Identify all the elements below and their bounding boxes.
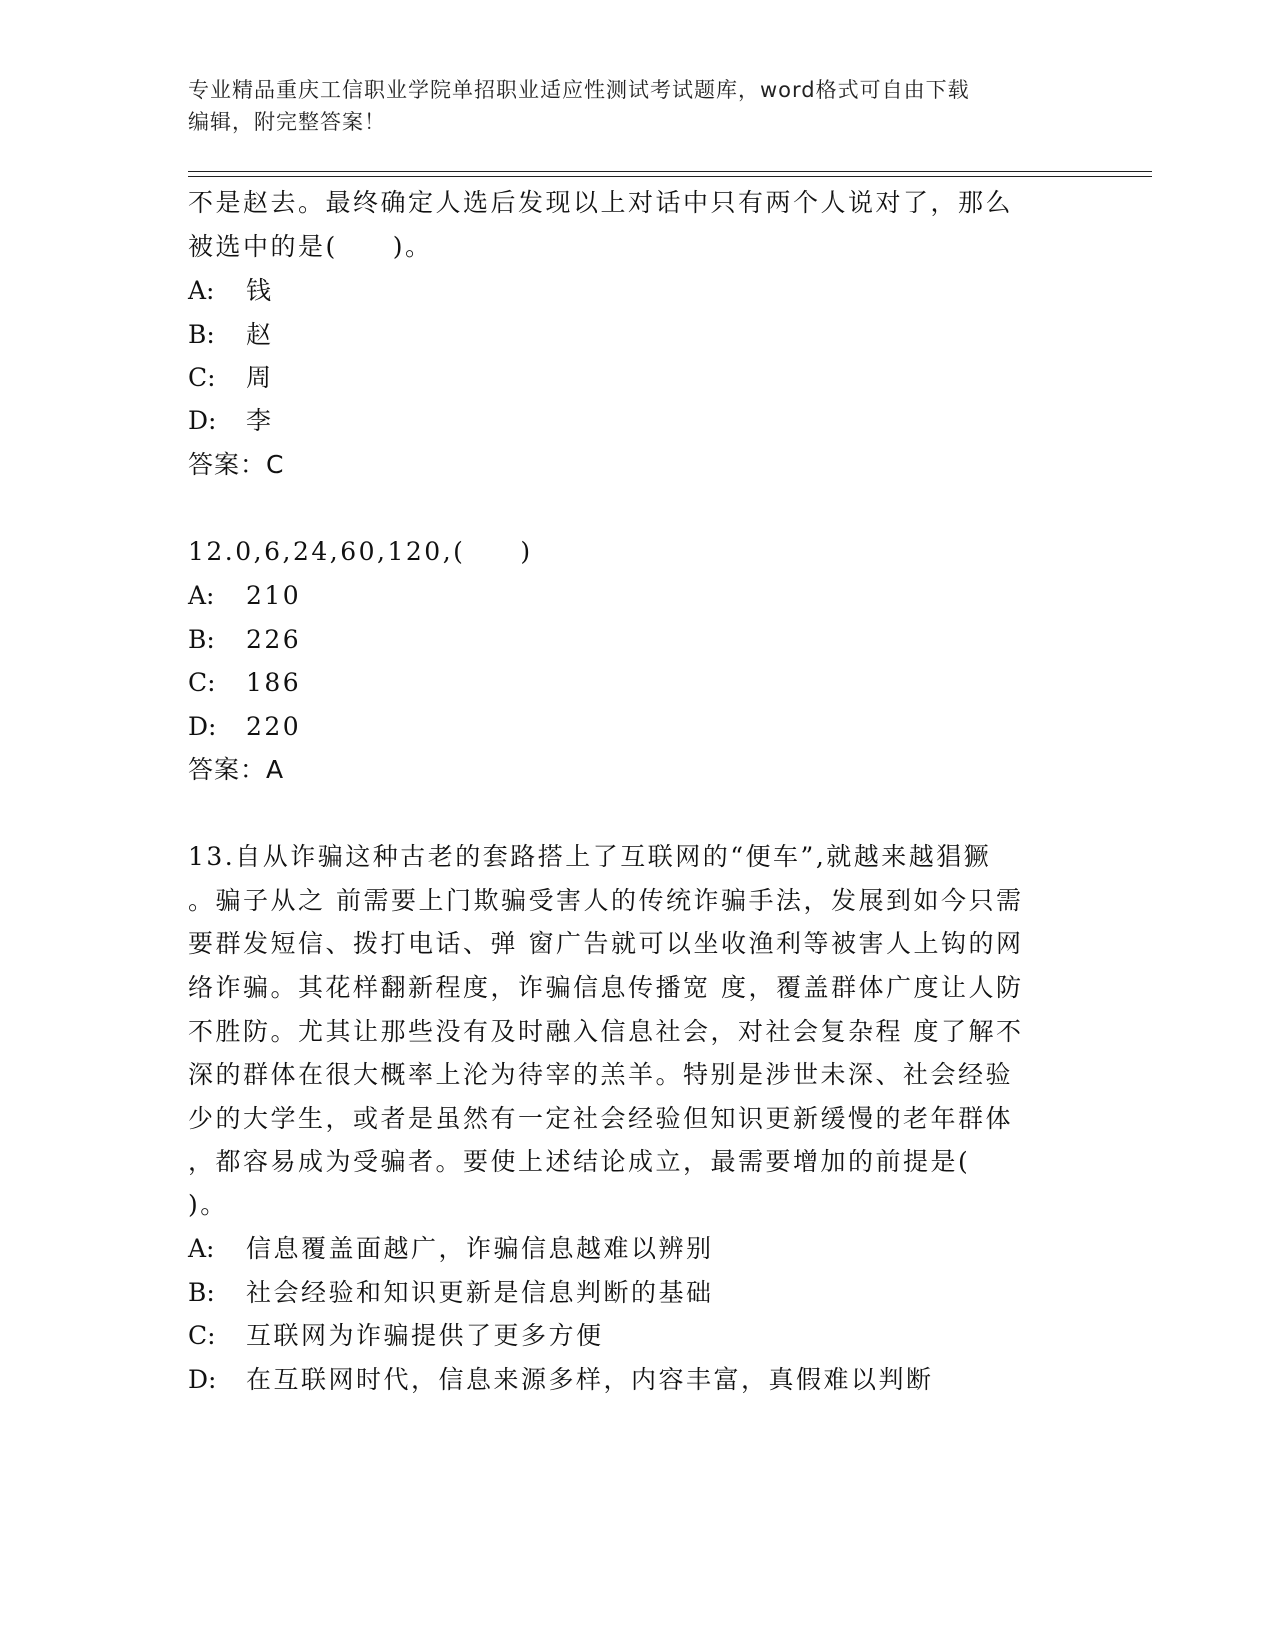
option-text: 210 [246,581,302,610]
question-text-line: 要群发短信、拨打电话、弹 窗广告就可以坐收渔利等被害人上钩的网 [188,929,1024,958]
option-text: 李 [246,406,274,435]
option-d [188,1365,934,1395]
page-header [188,74,1068,138]
option-text: 226 [246,625,302,654]
question-text-line: 不胜防。尤其让那些没有及时融入信息社会，对社会复杂程 度了解不 [188,1017,1024,1046]
header-rule-top [188,171,1152,172]
option-letter: B: [188,625,215,654]
option-letter: C: [188,668,216,697]
question-text-line: 深的群体在很大概率上沦为待宰的羔羊。特别是涉世未深、社会经验 [188,1060,1014,1089]
option-d [188,406,274,436]
option-c [188,363,274,393]
option-letter: D: [188,1365,217,1394]
answer: 答案：C [188,450,285,479]
option-text: 互联网为诈骗提供了更多方便 [246,1321,604,1350]
option-b [188,625,301,655]
option-text: 186 [246,668,302,697]
question-text-line: 被选中的是( )。 [188,232,433,261]
option-text: 在互联网时代，信息来源多样，内容丰富，真假难以判断 [246,1365,934,1394]
option-text: 赵 [246,320,274,349]
option-letter: D: [188,712,217,741]
question-text-line: 不是赵去。最终确定人选后发现以上对话中只有两个人说对了，那么 [188,188,1014,217]
option-d [188,712,301,742]
option-a [188,581,301,611]
question-text-line: )。 [188,1190,228,1219]
question-text-line: 。骗子从之 前需要上门欺骗受害人的传统诈骗手法，发展到如今只需 [188,886,1024,915]
option-letter: B: [188,1278,215,1307]
question-text-line: 络诈骗。其花样翻新程度，诈骗信息传播宽 度，覆盖群体广度让人防 [188,973,1024,1002]
answer: 答案：A [188,755,285,784]
option-c [188,1321,604,1351]
option-letter: B: [188,320,215,349]
header-line-2: 编辑，附完整答案！ [188,110,386,134]
option-b [188,1278,714,1308]
header-line-1: 专业精品重庆工信职业学院单招职业适应性测试考试题库，word格式可自由下载 [188,78,970,102]
option-c [188,668,301,698]
option-text: 信息覆盖面越广，诈骗信息越难以辨别 [246,1234,714,1263]
option-text: 社会经验和知识更新是信息判断的基础 [246,1278,714,1307]
option-text: 钱 [246,276,274,305]
question-text-line: 12.0,6,24,60,120,( ) [188,537,533,566]
header-rule-bottom [188,176,1152,177]
option-letter: A: [188,1234,215,1263]
option-letter: A: [188,276,215,305]
option-text: 220 [246,712,302,741]
option-b [188,320,274,350]
option-letter: A: [188,581,215,610]
option-a [188,1234,714,1264]
question-text-line: 少的大学生，或者是虽然有一定社会经验但知识更新缓慢的老年群体 [188,1104,1014,1133]
option-letter: D: [188,406,217,435]
question-text-line: ，都容易成为受骗者。要使上述结论成立，最需要增加的前提是( [188,1147,971,1176]
option-a [188,276,274,306]
option-letter: C: [188,363,216,392]
option-letter: C: [188,1321,216,1350]
question-text-line: 13.自从诈骗这种古老的套路搭上了互联网的“便车”,就越来越猖獗 [188,842,992,871]
option-text: 周 [246,363,274,392]
